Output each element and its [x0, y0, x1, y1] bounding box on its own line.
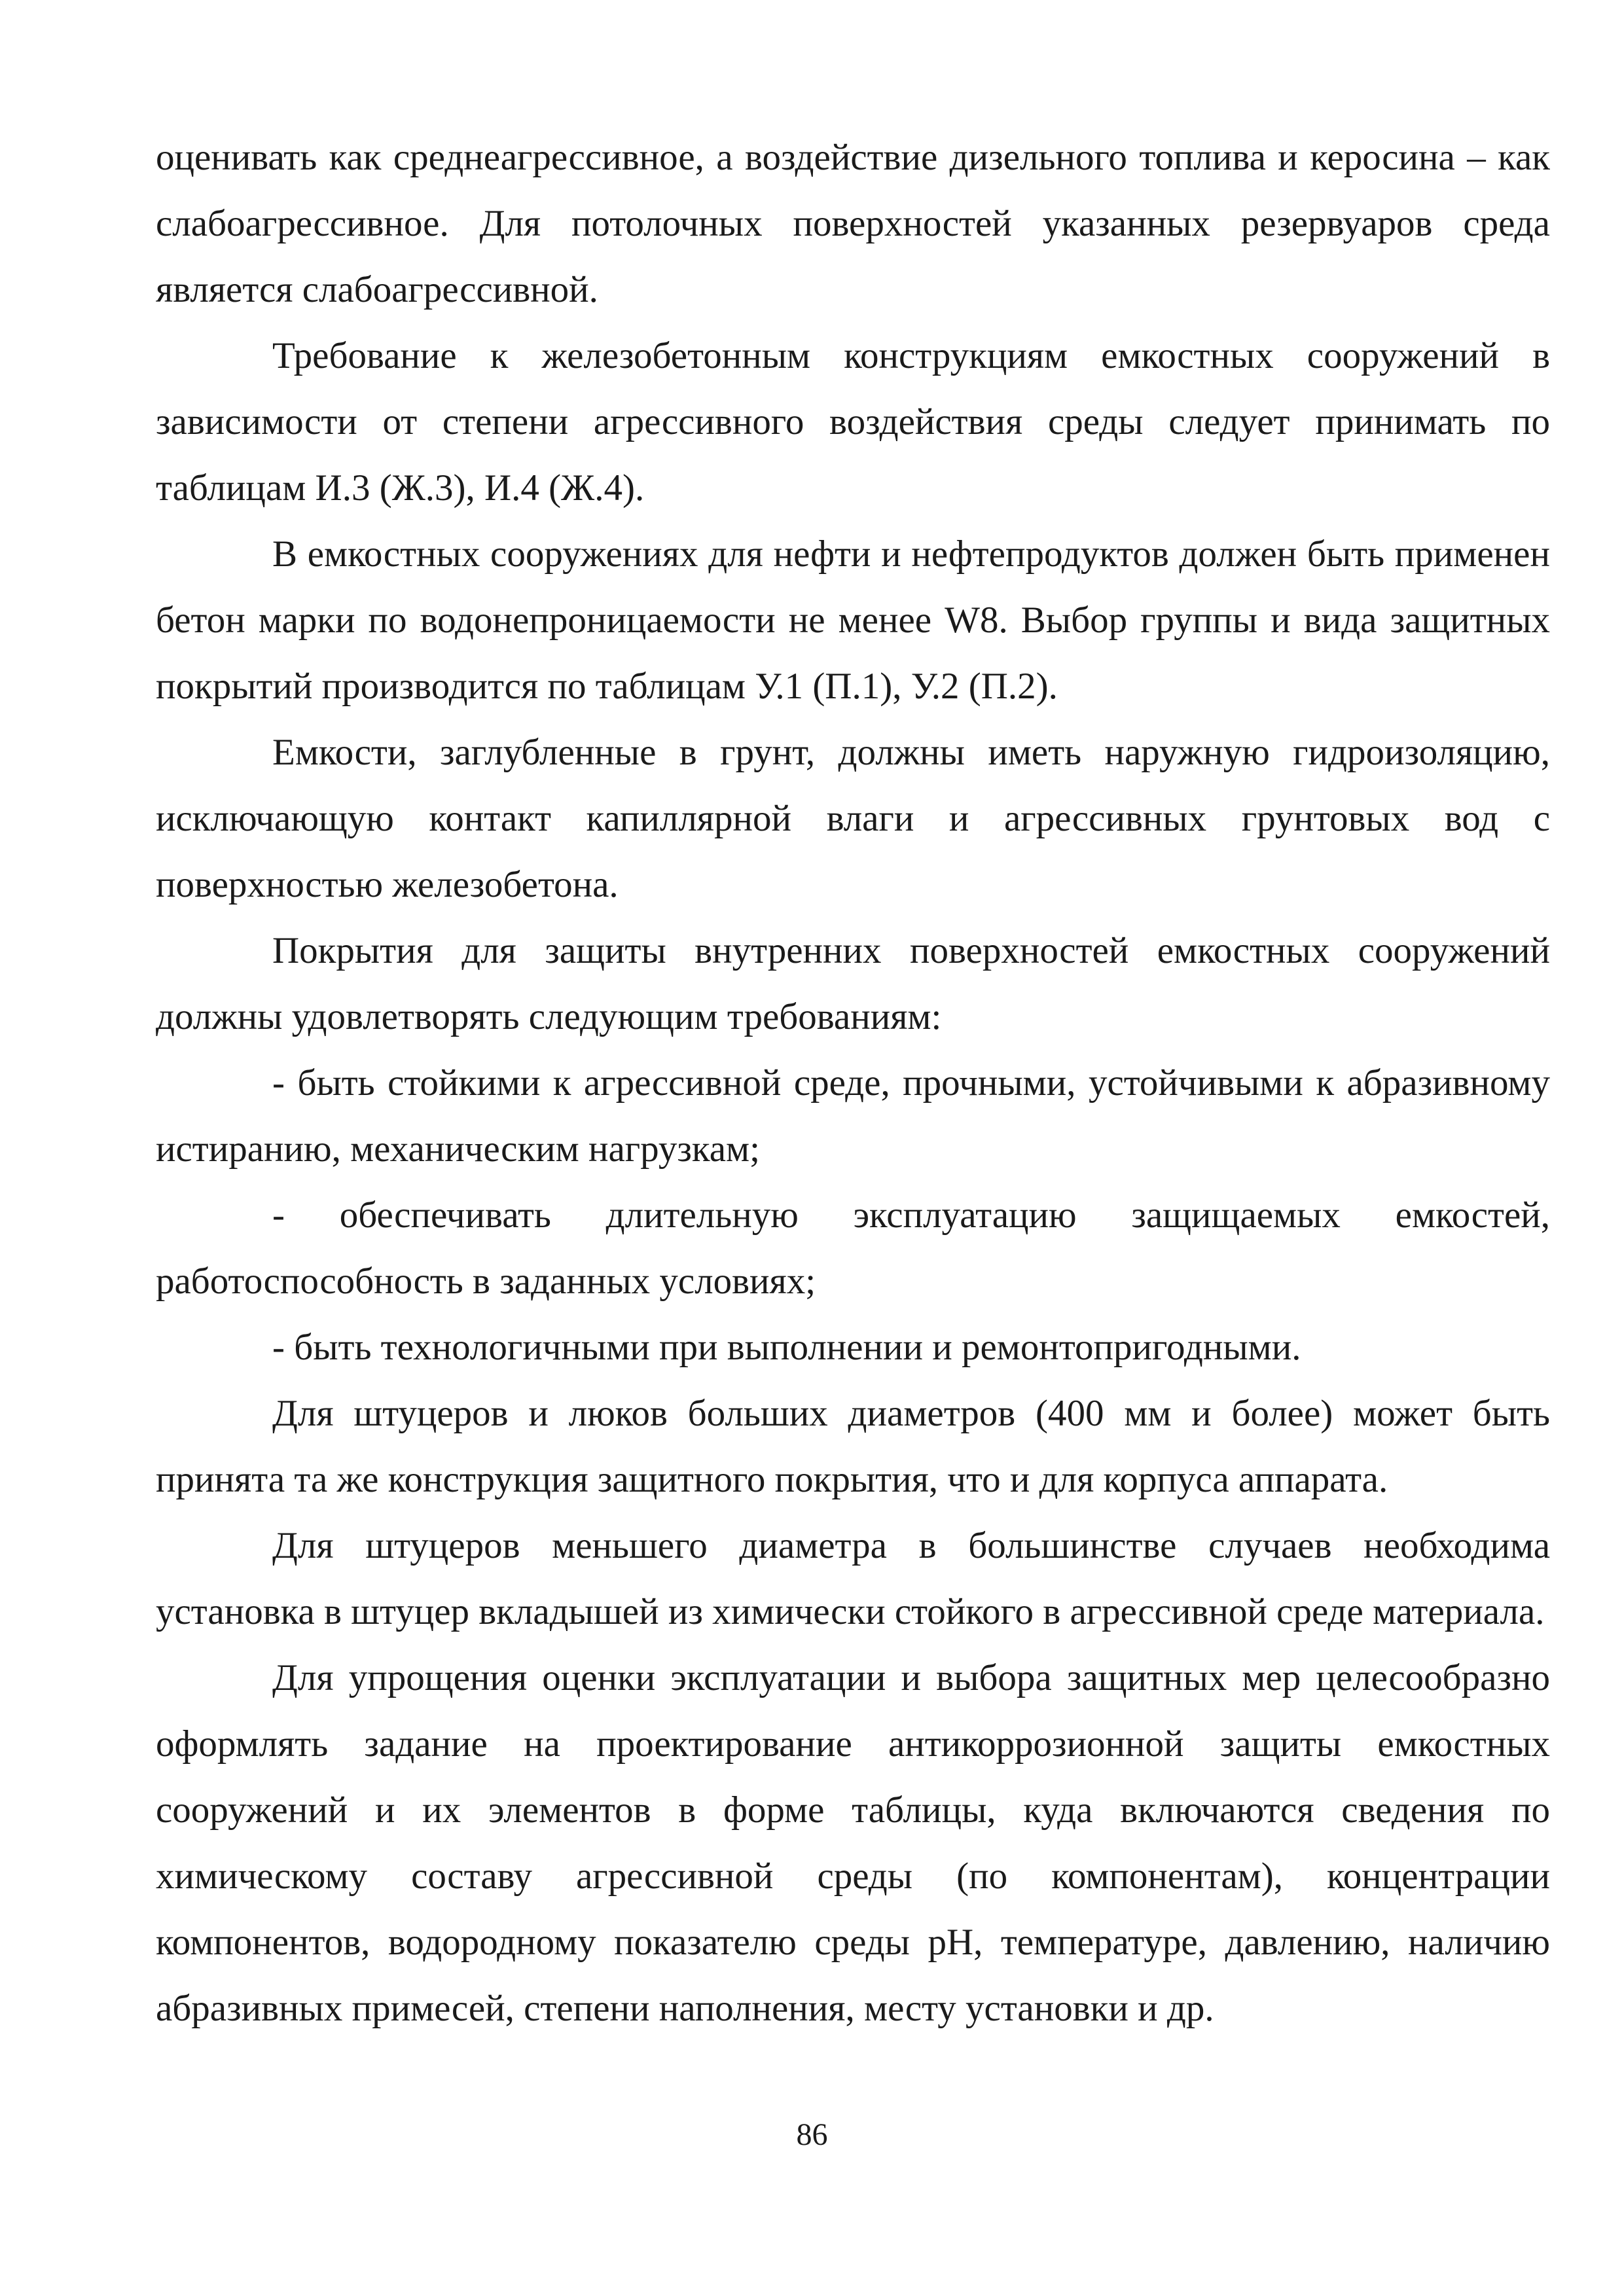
paragraph-waterproofing: Емкости, заглубленные в грунт, должны иметь наружную гидроизоляцию, исключающую контакт капиллярной влаги и агрессивных грунтовых вод с поверхностью железобетона.	[156, 732, 1550, 905]
list-item: - быть технологичными при выполнении и ремонтопригодными.	[272, 1327, 1301, 1368]
paragraph-small-fittings: Для штуцеров меньшего диаметра в большинстве случаев необходима установка в штуцер вкладышей из химически стойкого в агрессивной среде материала.	[156, 1525, 1550, 1632]
list-item: - быть стойкими к агрессивной среде, прочными, устойчивыми к абразивному истиранию, механическим нагрузкам;	[156, 1062, 1550, 1170]
page-number: 86	[796, 2117, 828, 2152]
paragraph-large-fittings: Для штуцеров и люков больших диаметров (400 мм и более) может быть принята та же конструкция защитного покрытия, что и для корпуса аппарата.	[156, 1393, 1550, 1500]
paragraph-concrete-grade: В емкостных сооружениях для нефти и нефтепродуктов должен быть применен бетон марки по водонепроницаемости не менее W8. Выбор группы и вида защитных покрытий производится по таблицам У.1 (П.1), У.2 (П.2).	[156, 533, 1550, 707]
paragraph-coating-requirements: Покрытия для защиты внутренних поверхностей емкостных сооружений должны удовлетворять следующим требованиям:	[156, 930, 1550, 1037]
paragraph-continuation: оценивать как среднеагрессивное, а воздействие дизельного топлива и керосина – как слабоагрессивное. Для потолочных поверхностей указанных резервуаров среда является слабоагрессивной.	[156, 137, 1550, 310]
page-body	[156, 124, 1550, 2041]
paragraph-requirements-tables: Требование к железобетонным конструкциям емкостных сооружений в зависимости от степени агрессивного воздействия среды следует принимать по таблицам И.3 (Ж.3), И.4 (Ж.4).	[156, 335, 1550, 509]
paragraph-design-task: Для упрощения оценки эксплуатации и выбора защитных мер целесообразно оформлять задание на проектирование антикоррозионной защиты емкостных сооружений и их элементов в форме таблицы, куда включаются сведения по химическому составу агрессивной среды (по компонентам), концентрации компонентов, водородному показателю среды pH, температуре, давлению, наличию абразивных примесей, степени наполнения, месту установки и др.	[156, 1657, 1550, 2029]
list-item: - обеспечивать длительную эксплуатацию защищаемых емкостей, работоспособность в заданных условиях;	[156, 1194, 1550, 1302]
